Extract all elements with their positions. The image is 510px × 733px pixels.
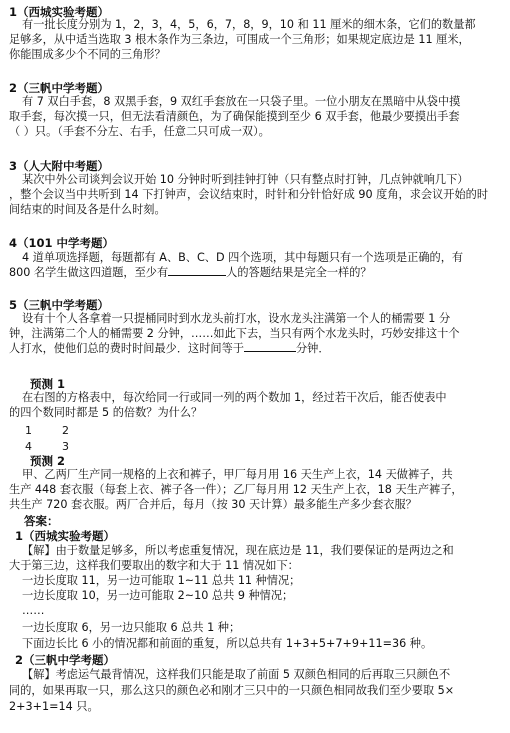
a1-line-3: 一边长度取 11，另一边可能取 1~11 总共 11 种情况； xyxy=(22,574,301,587)
q5-line-1: 设有十个人各拿着一只提桶同时到水龙头前打水，设水龙头注满第一个人的桶需要 1 分 xyxy=(22,312,451,325)
q2-title: 2（三帆中学考题） xyxy=(9,81,110,95)
p2-line-3: 共生产 720 套衣服。两厂合并后，每月（按 30 天计算）最多能生产多少套衣服？ xyxy=(9,498,417,511)
q5-line-3-after: 分钟． xyxy=(295,342,330,355)
a1-line-6: 一边长度取 6，另一边只能取 6 总共 1 种； xyxy=(22,621,241,634)
answers-title: 答案： xyxy=(24,514,59,528)
a1-title: 1（西城实验考题） xyxy=(15,529,116,543)
q2-line-3: （ ）只。（手套不分左、右手，任意二只可成一双）。 xyxy=(9,125,270,138)
p2-line-1: 甲、乙两厂生产同一规格的上衣和裤子，甲厂每月用 16 天生产上衣，14 天做裤子，共 xyxy=(22,468,453,481)
a2-line-2: 同的，如果再取一只，那么这只的颜色必和刚才三只中的一只颜色相同故我们至少要取 5× xyxy=(9,684,455,697)
q4-title: 4（101 中学考题） xyxy=(9,236,115,250)
grid-cell-1: 1 xyxy=(25,424,32,437)
a1-line-7: 下面边长比 6 小的情况都和前面的重复，所以总共有 1+3+5+7+9+11=36 种。 xyxy=(22,637,433,650)
q5-title: 5（三帆中学考题） xyxy=(9,298,110,312)
q1-line-2: 足够多，从中适当选取 3 根木条作为三条边，可围成一个三角形；如果规定底边是 11 厘米， xyxy=(9,33,470,46)
p1-line-2: 的四个数同时都是 5 的倍数？为什么？ xyxy=(9,406,203,419)
grid-cell-2: 2 xyxy=(62,424,69,437)
a2-line-3: 2+3+1=14 只。 xyxy=(9,700,99,713)
a1-line-5: …… xyxy=(22,604,45,617)
q4-line-2-after: 人的答题结果是完全一样的？ xyxy=(226,266,372,279)
p1-title: 预测 1 xyxy=(30,377,66,391)
a1-line-2: 大于第三边，这样我们要取出的数字和大于 11 情况如下： xyxy=(9,559,299,572)
a2-line-1: 【解】考虑运气最背情况，这样我们只能是取了前面 5 双颜色相同的后再取三只颜色不 xyxy=(22,668,451,681)
q4-line-2 xyxy=(9,265,372,280)
q3-title: 3（人大附中考题） xyxy=(9,159,110,173)
q1-title: 1（西城实验考题） xyxy=(9,5,110,19)
q5-line-3 xyxy=(9,341,330,356)
q1-line-1: 有一批长度分别为 1，2，3，4，5，6，7，8，9，10 和 11 厘米的细木条，它们的数量都 xyxy=(22,18,476,31)
a1-line-1: 【解】由于数量足够多，所以考虑重复情况，现在底边是 11，我们要保证的是两边之和 xyxy=(22,544,454,557)
p2-title: 预测 2 xyxy=(30,454,66,468)
q2-line-2: 取手套，每次摸一只，但无法看清颜色，为了确保能摸到至少 6 双手套，他最少要摸出手套 xyxy=(9,110,460,123)
q4-line-2-before: 800 名学生做这四道题，至少有 xyxy=(9,266,169,279)
q4-answer-blank xyxy=(168,265,226,276)
q3-line-3: 间结束的时间及各是什么时刻。 xyxy=(9,203,166,216)
q2-line-1: 有 7 双白手套，8 双黑手套，9 双红手套放在一只袋子里。一位小朋友在黑暗中从袋中摸 xyxy=(22,95,461,108)
p2-line-2: 生产 448 套衣服（每套上衣、裤子各一件）；乙厂每月用 12 天生产上衣，18 天生产裤子， xyxy=(9,483,463,496)
q3-line-1: 某次中外公司谈判会议开始 10 分钟时听到挂钟打钟（只有整点时打钟，几点钟就响几下） xyxy=(22,173,469,186)
q3-line-2: ，整个会议当中共听到 14 下打钟声，会议结束时，时针和分针恰好成 90 度角，求会议开始的时 xyxy=(9,188,489,201)
q5-line-3-before: 人打水，使他们总的费时时间最少．这时间等于 xyxy=(9,342,244,355)
grid-cell-4: 3 xyxy=(62,440,69,453)
q5-line-2: 钟，注满第二个人的桶需要 2 分钟，……如此下去，当只有两个水龙头时，巧妙安排这十个 xyxy=(9,327,460,340)
a1-line-4: 一边长度取 10，另一边可能取 2~10 总共 9 种情况； xyxy=(22,589,294,602)
p1-line-1: 在右图的方格表中，每次给同一行或同一列的两个数加 1，经过若干次后，能否使表中 xyxy=(22,391,447,404)
grid-cell-3: 4 xyxy=(25,440,32,453)
q4-line-1: 4 道单项选择题，每题都有 A、B、C、D 四个选项，其中每题只有一个选项是正确的，有 xyxy=(22,251,464,264)
q5-answer-blank xyxy=(244,341,296,352)
q1-line-3: 你能围成多少个不同的三角形？ xyxy=(9,48,166,61)
a2-title: 2（三帆中学考题） xyxy=(15,653,116,667)
